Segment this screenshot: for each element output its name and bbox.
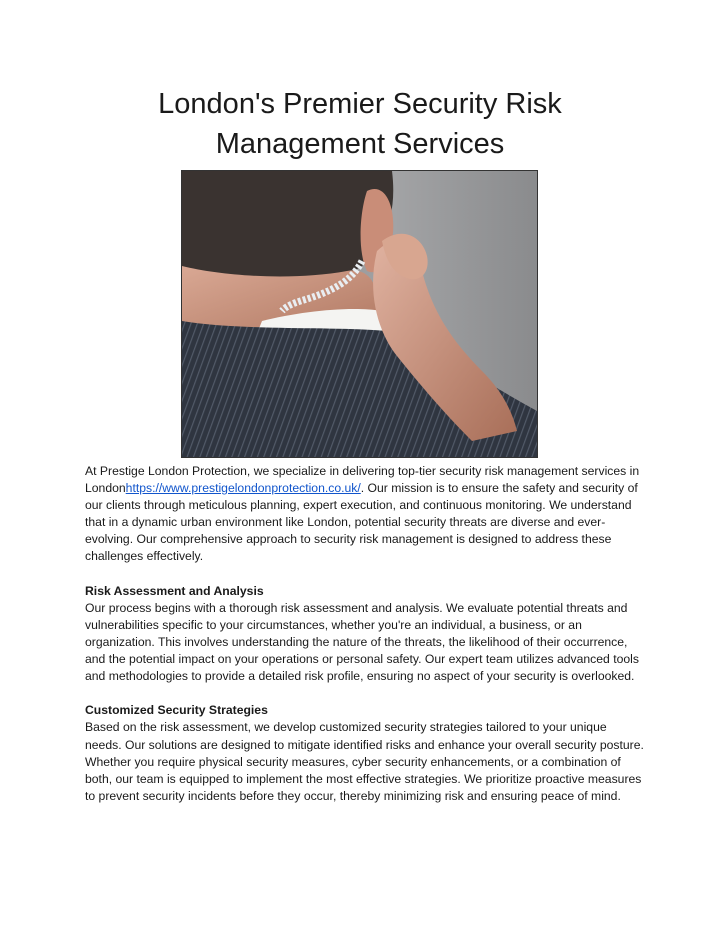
title-line-2: Management Services <box>215 128 505 160</box>
title-line-1: London's Premier Security Risk <box>158 88 562 120</box>
photo-illustration <box>182 171 537 457</box>
security-guard-earpiece-photo <box>181 170 538 458</box>
paragraph-spacer <box>85 685 645 702</box>
paragraph-spacer <box>85 566 645 583</box>
intro-text-before-link: At Prestige London Protection, we specialize in delivering top-tier security risk management services in London <box>85 464 640 496</box>
section-body-risk-assessment: Our process begins with a thorough risk assessment and analysis. We evaluate potential threats and vulnerabilities specific to your circumstances, whether you're an individual, a business, or an organization. This involves understanding the nature of the threats, the likelihood of their occurrence, and the potential impact on your operations or personal safety. Our expert team utilizes advanced tools and methodologies to provide a detailed risk profile, ensuring no aspect of your security is overlooked. <box>85 600 639 684</box>
intro-paragraph <box>85 463 645 566</box>
section-heading-risk-assessment: Risk Assessment and Analysis <box>85 583 264 598</box>
page-title <box>60 84 660 164</box>
intro-text-after-link: . Our mission is to ensure the safety and security of our clients through meticulous planning, expert execution, and continuous monitoring. We understand that in a dynamic urban environment like London, potential security threats are diverse and ever-evolving. Our comprehensive approach to security risk management is designed to address these challenges effectively. <box>85 481 638 564</box>
section-heading-customized-strategies: Customized Security Strategies <box>85 703 268 718</box>
website-link[interactable]: https://www.prestigelondonprotection.co.uk/ <box>125 481 361 496</box>
article-body <box>85 463 645 805</box>
section-body-customized-strategies: Based on the risk assessment, we develop customized security strategies tailored to your unique needs. Our solutions are designed to mitigate identified risks and enhance your overall security posture. Whether you require physical security measures, cyber security enhancements, or a combination of both, our team is equipped to implement the most effective strategies. We prioritize proactive measures to prevent security incidents before they occur, thereby minimizing risk and ensuring peace of mind. <box>85 720 644 803</box>
